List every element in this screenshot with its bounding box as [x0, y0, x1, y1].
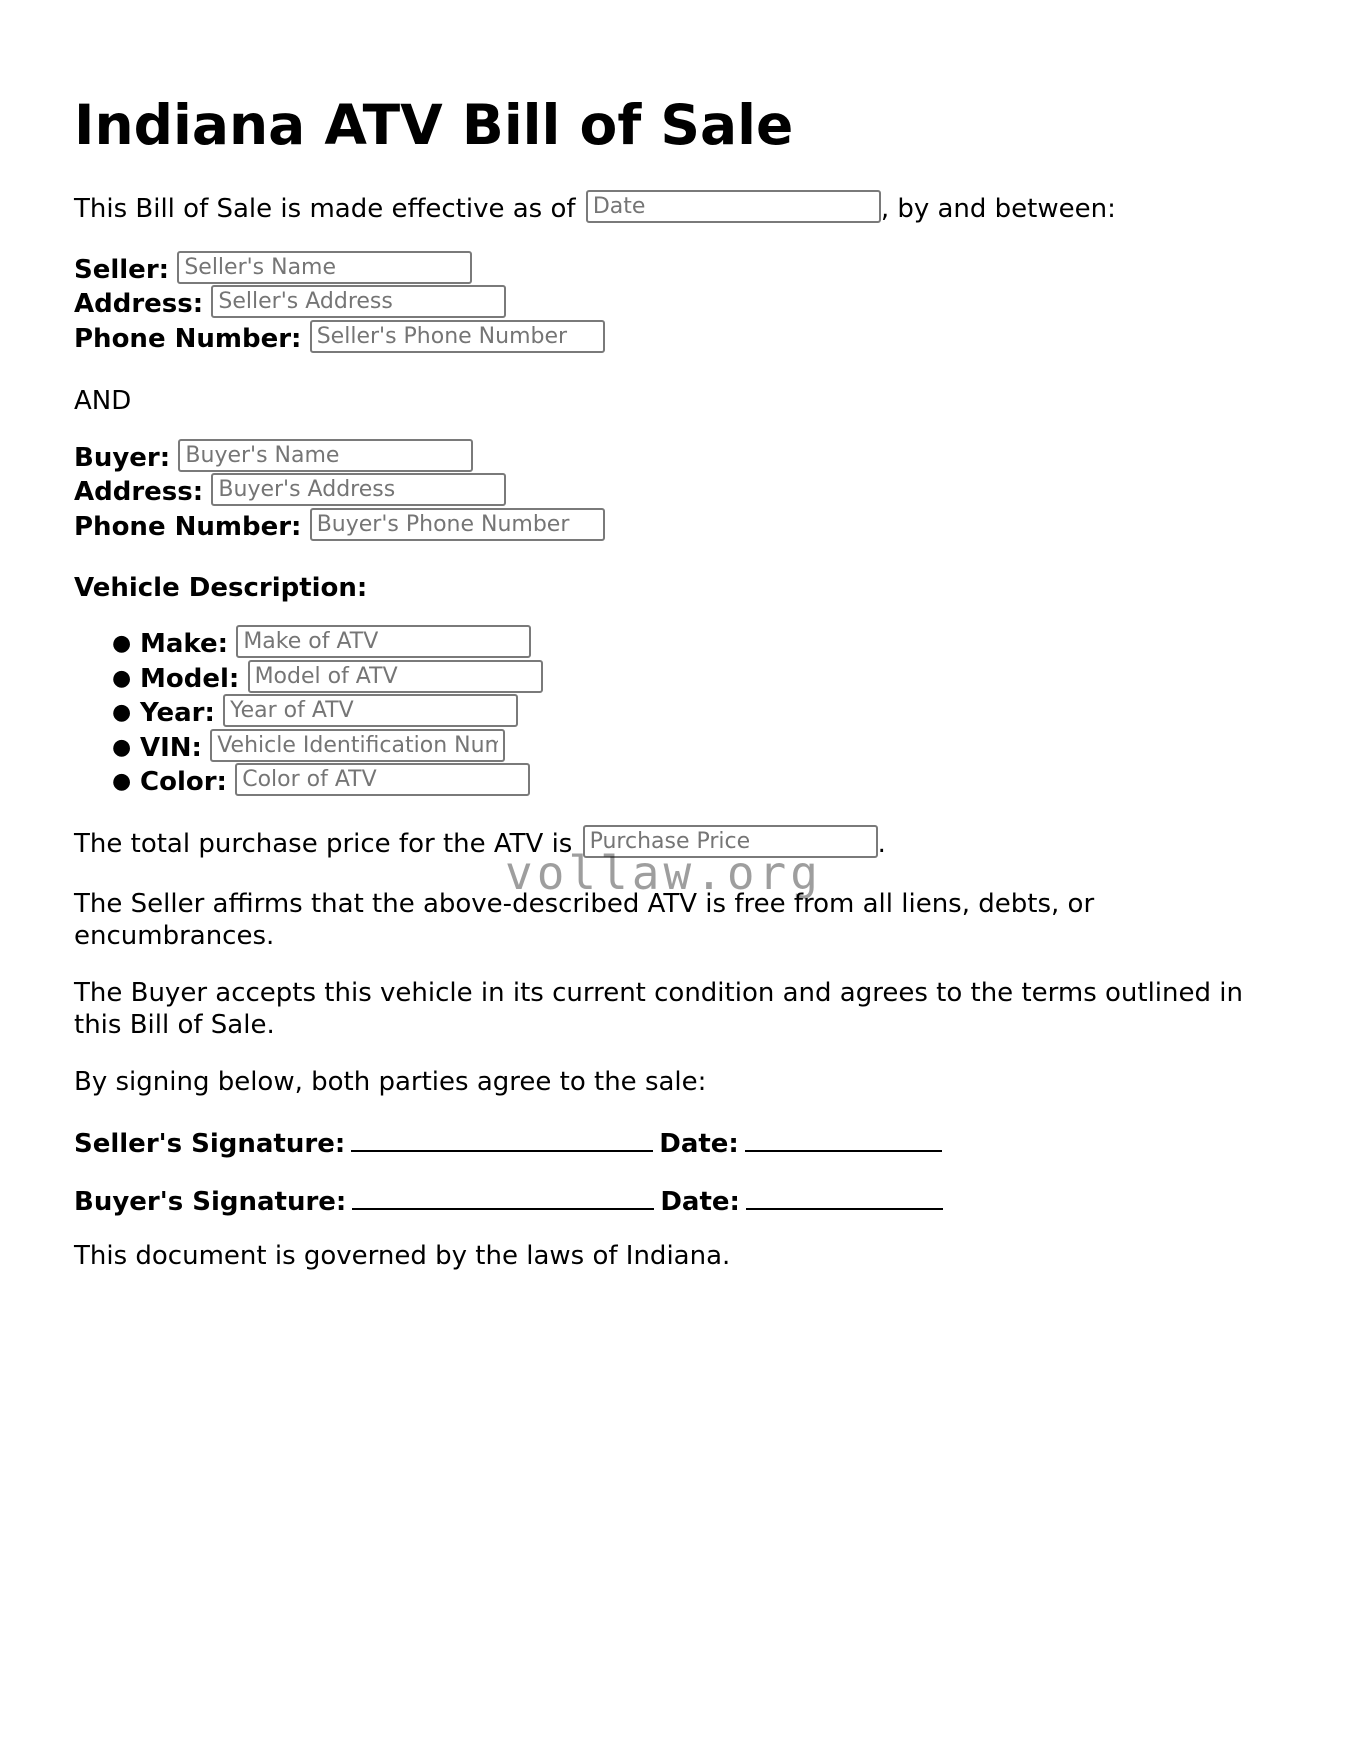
- vehicle-list: [74, 627, 543, 800]
- year-label: Year:: [140, 698, 215, 728]
- bullet-icon: ●: [112, 665, 132, 691]
- seller-phone-input[interactable]: [310, 320, 605, 353]
- seller-signature-row: [74, 1124, 948, 1160]
- buyer-address-row: [74, 476, 506, 509]
- bullet-icon: ●: [112, 700, 132, 725]
- page-title: Indiana ATV Bill of Sale: [74, 93, 794, 157]
- liens-paragraph: The Seller affirms that the above-described ATV is free from all liens, debts, or encumbrances.: [74, 889, 1095, 951]
- seller-address-input[interactable]: [211, 285, 506, 318]
- vehicle-make-item: [74, 627, 543, 662]
- buyer-name-input[interactable]: [178, 439, 473, 472]
- seller-signature-label: Seller's Signature:: [74, 1129, 346, 1159]
- buyer-date-line[interactable]: [746, 1182, 943, 1210]
- seller-address-label: Address:: [74, 289, 204, 319]
- bullet-icon: ●: [112, 734, 132, 760]
- watermark: vollaw.org: [505, 846, 822, 900]
- bullet-icon: ●: [112, 631, 132, 656]
- buyer-phone-input[interactable]: [310, 508, 605, 541]
- buyer-date-label: Date:: [660, 1187, 740, 1217]
- seller-phone-label: Phone Number:: [74, 324, 302, 354]
- seller-name-label: Seller:: [74, 255, 170, 285]
- seller-name-input[interactable]: [177, 251, 472, 284]
- effective-date-input[interactable]: [586, 190, 881, 223]
- intro-line: [74, 193, 1116, 226]
- vehicle-model-item: [74, 662, 543, 697]
- vehicle-color-item: [74, 765, 543, 800]
- buyer-signature-row: [74, 1182, 949, 1218]
- buyer-phone-label: Phone Number:: [74, 512, 302, 542]
- price-text: The total purchase price for the ATV is: [74, 829, 573, 859]
- vehicle-vin-item: [74, 731, 543, 766]
- seller-date-label: Date:: [659, 1129, 739, 1159]
- signing-paragraph: By signing below, both parties agree to the sale:: [74, 1067, 707, 1097]
- seller-address-row: [74, 288, 506, 321]
- vin-label: VIN:: [140, 732, 202, 763]
- buyer-signature-line[interactable]: [352, 1182, 654, 1210]
- vehicle-year-item: [74, 696, 543, 731]
- buyer-name-label: Buyer:: [74, 443, 171, 473]
- governed-paragraph: This document is governed by the laws of Indiana.: [74, 1241, 731, 1271]
- make-input[interactable]: [236, 625, 531, 658]
- and-text: AND: [74, 386, 132, 416]
- model-input[interactable]: [248, 660, 543, 693]
- buyer-name-row: [74, 442, 473, 475]
- model-label: Model:: [140, 663, 240, 694]
- year-input[interactable]: [223, 694, 518, 727]
- bullet-icon: ●: [112, 769, 132, 794]
- color-input[interactable]: [235, 763, 530, 796]
- intro-after-text: , by and between:: [880, 194, 1116, 224]
- accept-paragraph: The Buyer accepts this vehicle in its current condition and agrees to the terms outlined in this Bill of Sale.: [74, 978, 1243, 1040]
- buyer-address-input[interactable]: [211, 473, 506, 506]
- intro-text: This Bill of Sale is made effective as of: [74, 194, 576, 224]
- buyer-signature-label: Buyer's Signature:: [74, 1187, 347, 1217]
- seller-name-row: [74, 254, 472, 287]
- vehicle-heading: Vehicle Description:: [74, 573, 368, 603]
- buyer-address-label: Address:: [74, 477, 204, 507]
- color-label: Color:: [140, 767, 227, 797]
- make-label: Make:: [140, 629, 229, 659]
- price-period: .: [877, 829, 886, 859]
- seller-date-line[interactable]: [745, 1124, 942, 1152]
- vin-input[interactable]: [210, 729, 505, 762]
- buyer-phone-row: [74, 511, 605, 544]
- seller-phone-row: [74, 323, 605, 356]
- seller-signature-line[interactable]: [351, 1124, 653, 1152]
